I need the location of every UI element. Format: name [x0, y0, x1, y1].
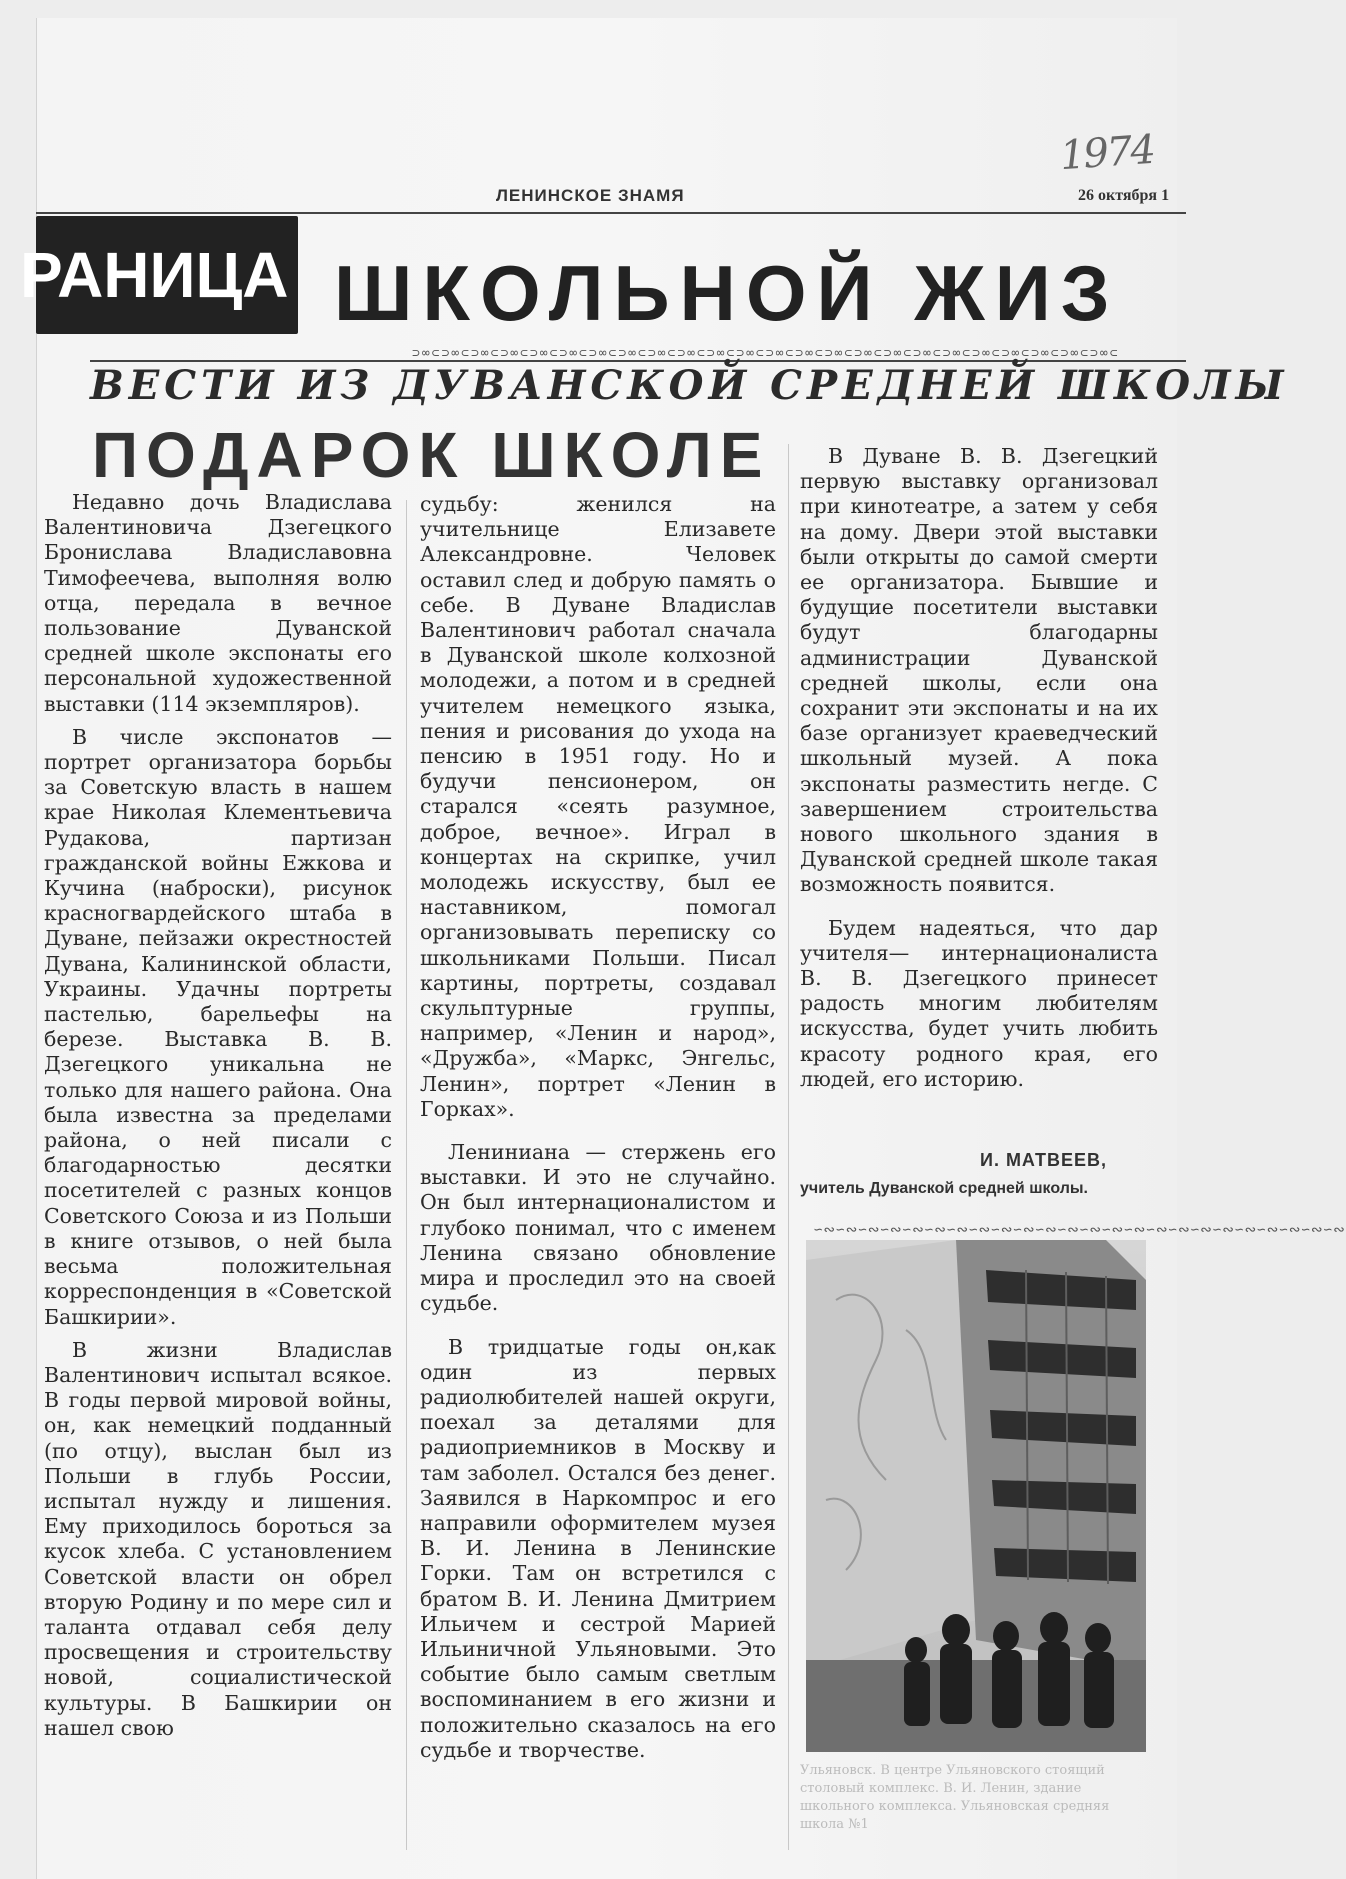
ornament-divider: ⊃∞⊂⊃∞⊂⊃∞⊂⊃∞⊂⊃∞⊂⊃∞⊂⊃∞⊂⊃∞⊂⊃∞⊂⊃∞⊂⊃∞⊂⊃∞⊂⊃∞⊂⊃∞⊂⊃∞⊂⊃∞⊂⊃∞⊂⊃∞⊂⊃∞⊂⊃∞⊂⊃∞⊂⊃∞⊂⊃∞⊂⊃∞⊂: [412, 346, 1120, 361]
banner-left-text: РАНИЦА: [20, 239, 289, 311]
subheading: ВЕСТИ ИЗ ДУВАНСКОЙ СРЕДНЕЙ ШКОЛЫ: [90, 362, 1289, 409]
photo-image: [806, 1240, 1146, 1752]
author-role: учитель Дуванской средней школы.: [800, 1180, 1088, 1197]
photo-ornament: ∽∾∽∾∽∾∽∾∽∾∽∾∽∾∽∾∽∾∽∾∽∾∽∾∽∾∽∾∽∾∽∾∽∾∽∾∽∾∽∾∽∾∽∾∽∾∽∾: [814, 1222, 1346, 1238]
author-name: И. МАТВЕЕВ,: [980, 1150, 1108, 1170]
photo-caption: Ульяновск. В центре Ульяновского стоящий столовый комплекс. В. И. Ленин, здание школьного комплекса. Ульяновская средняя школа №1: [800, 1763, 1110, 1832]
paper-date: 26 октября 1: [1078, 187, 1170, 204]
headline: ПОДАРОК ШКОЛЕ: [92, 419, 771, 491]
article-column-2: [420, 492, 776, 1763]
paragraph: Лениниана — стержень его выставки. И это не случайно. Он был интернационалистом и глубоко понимал, что с именем Ленина связано обновление мира и проследил это на своей судьбе.: [420, 1140, 776, 1316]
school-building-photo: [806, 1240, 1146, 1752]
masthead: [36, 186, 1186, 214]
column-divider: [406, 500, 407, 1850]
paragraph: В числе экспонатов — портрет организатора борьбы за Советскую власть в нашем крае Николая Клементьевича Рудакова, партизан гражданской войны Ежкова и Кучина (наброски), рисунок красногвардейского штаба в Дуване, пейзажи окрестностей Дувана, Калининской области, Украины. Удачны портреты пастелью, барельефы на березе. Выставка В. В. Дзегецкого уникальна не только для нашего района. Она была известна за пределами района, о ней писали с благодарностью десятки посетителей с разных концов Советского Союза и из Польши в книге отзывов, о ней была весьма положительная корреспонденция в «Советской Башкирии».: [44, 724, 392, 1329]
handwritten-year: 1974: [1058, 126, 1156, 180]
column-divider: [788, 444, 789, 1850]
paragraph: Недавно дочь Владислава Валентиновича Дзегецкого Бронислава Владиславовна Тимофеечева, выполняя волю отца, передала в вечное пользование Дуванской средней школе экспонаты его персональной художественной выставки (114 экземпляров).: [44, 490, 392, 716]
article-column-1: [44, 490, 392, 1741]
article-column-3: [800, 444, 1158, 1092]
paragraph: Будем надеяться, что дар учителя— интернационалиста В. В. Дзегецкого принесет радость многим любителям искусства, будет учить любить красоту родного края, его людей, его историю.: [800, 915, 1158, 1091]
banner-left-block: [20, 216, 298, 334]
paper-name: ЛЕНИНСКОЕ ЗНАМЯ: [496, 186, 685, 205]
paragraph: В Дуване В. В. Дзегецкий первую выставку организовал при кинотеатре, а затем у себя на дому. Двери этой выставки были открыты до самой смерти ее организатора. Бывшие и будущие посетители выставки будут благодарны администрации Дуванской средней школы, если она сохранит эти экспонаты и на их базе организует краеведческий школьный музей. А пока экспонаты разместить негде. С завершением строительства нового школьного здания в Дуванской средней школе такая возможность появится.: [800, 444, 1158, 897]
paragraph: В тридцатые годы он,как один из первых радиолюбителей нашей округи, поехал за деталями для радиоприемников в Москву и там заболел. Остался без денег. Заявился в Наркомпрос и его направили оформителем музея В. И. Ленина в Ленинские Горки. Там он встретился с братом В. И. Ленина Дмитрием Ильичем и сестрой Марией Ильиничной Ульяновыми. Это событие было самым светлым воспоминанием в его жизни и положительно сказалось на его судьбе и творчестве.: [420, 1334, 776, 1762]
section-banner: [20, 214, 1186, 340]
banner-right-text: ШКОЛЬНОЙ ЖИЗ: [334, 249, 1120, 337]
paragraph: В жизни Владислав Валентинович испытал всякое. В годы первой мировой войны, он, как немецкий подданный (по отцу), выслан был из Польши в глубь России, испытал нужду и лишения. Ему приходилось бороться за кусок хлеба. С установлением Советской власти он обрел вторую Родину и по мере сил и таланта отдавал себя делу просвещения и строительству новой, социалистической культуры. В Башкирии он нашел свою: [44, 1337, 392, 1740]
paragraph: судьбу: женился на учительнице Елизавете Александровне. Человек оставил след и добрую память о себе. В Дуване Владислав Валентинович работал сначала в Дуванской школе колхозной молодежи, а потом и в средней учителем немецкого языка, пения и рисования до ухода на пенсию в 1951 году. Но и будучи пенсионером, он старался «сеять разумное, доброе, вечное». Играл в концертах на скрипке, учил молодежь искусству, был ее наставником, помогал организовывать переписку со школьниками Польши. Писал картины, портреты, создавал скульптурные группы, например, «Ленин и народ», «Дружба», «Маркс, Энгельс, Ленин», портрет «Ленин в Горках».: [420, 492, 776, 1121]
